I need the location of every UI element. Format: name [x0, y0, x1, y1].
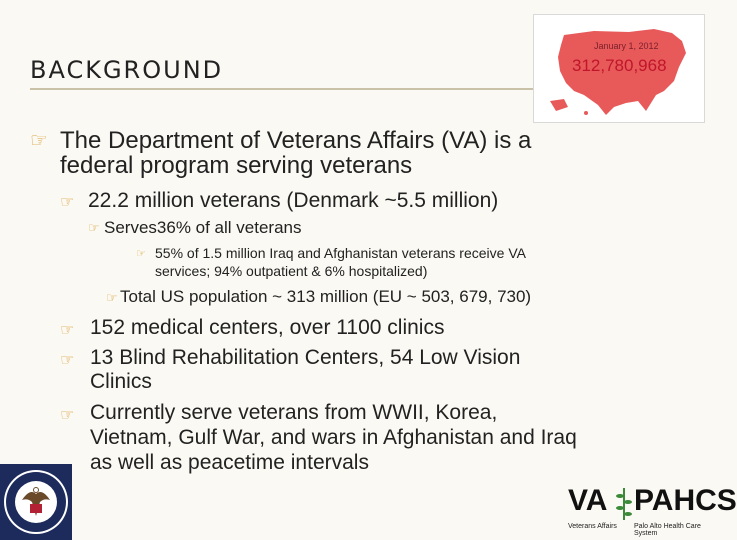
bullet-l2-blind-line1: 13 Blind Rehabilitation Centers, 54 Low Vision: [90, 346, 521, 369]
logo-pahcs-subtitle: Palo Alto Health Care System: [634, 523, 701, 537]
bullet-l1-line2: federal program serving veterans: [60, 152, 413, 179]
logo-va-subtitle: Veterans Affairs: [568, 523, 617, 530]
bullet-l2-blind-line2: Clinics: [90, 370, 152, 393]
bullet-l3-serves: Serves36% of all veterans: [104, 218, 302, 237]
bullet-icon: ☞: [60, 352, 75, 369]
bullet-l3-population: Total US population ~ 313 million (EU ~ 503, 679, 730): [120, 287, 532, 306]
title-rule: [30, 88, 540, 90]
bullet-l2-serve-line3: as well as peacetime intervals: [90, 451, 369, 474]
bullet-icon: ☞: [60, 194, 75, 211]
caduceus-leaf-icon: [616, 486, 632, 522]
bullet-icon: ☞: [30, 130, 48, 152]
bullet-l1-line1: The Department of Veterans Affairs (VA) is a: [60, 127, 532, 154]
va-seal-icon: [0, 464, 72, 540]
map-population-count: 312,780,968: [572, 56, 667, 75]
bullet-l2-serve-line2: Vietnam, Gulf War, and wars in Afghanistan and Iraq: [90, 426, 577, 449]
bullet-icon: ☞: [106, 290, 118, 305]
slide-title: BACKGROUND: [30, 56, 224, 84]
bullet-l4-line2: services; 94% outpatient & 6% hospitalized): [155, 263, 428, 279]
us-population-map: [533, 14, 705, 123]
bullet-icon: ☞: [60, 407, 75, 424]
bullet-l2-serve-line1: Currently serve veterans from WWII, Korea,: [90, 401, 498, 424]
bullet-icon: ☞: [136, 248, 146, 260]
va-pahcs-logo: [560, 484, 737, 540]
bullet-l2-centers: 152 medical centers, over 1100 clinics: [90, 316, 445, 339]
bullet-icon: ☞: [60, 322, 75, 339]
logo-pahcs-text: PAHCS: [634, 484, 737, 517]
bullet-l4-line1: 55% of 1.5 million Iraq and Afghanistan veterans receive VA: [155, 245, 526, 261]
bullet-icon: ☞: [88, 220, 100, 235]
map-date-label: January 1, 2012: [594, 41, 659, 51]
bullet-l2-veterans: 22.2 million veterans (Denmark ~5.5 million): [88, 189, 499, 212]
logo-va-text: VA: [568, 484, 608, 517]
